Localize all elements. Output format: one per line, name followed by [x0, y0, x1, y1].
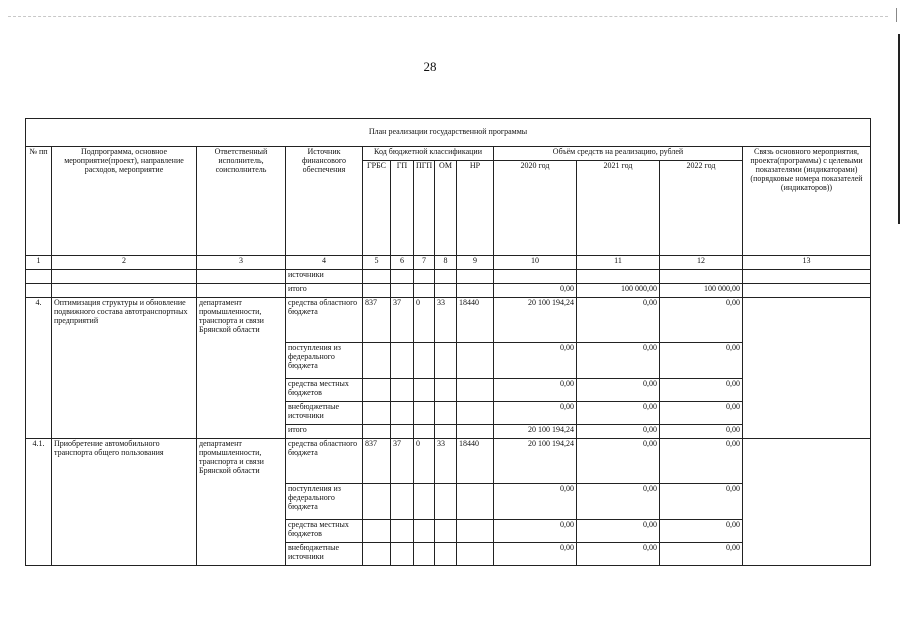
table-row: [26, 270, 871, 284]
pgp-cell: 0: [414, 439, 435, 484]
source-cell: источники: [286, 270, 363, 284]
grbs-cell: 837: [363, 298, 391, 343]
header-gp: ГП: [391, 161, 414, 256]
scan-artifact-right-edge: [898, 34, 900, 224]
header-budget-code: Код бюджетной классификации: [363, 147, 494, 161]
scan-artifact-tick: [896, 8, 897, 22]
amount-cell: 20 100 194,24: [494, 439, 577, 484]
amount-cell: 0,00: [660, 425, 743, 439]
amount-cell: 100 000,00: [660, 284, 743, 298]
pgp-cell: 0: [414, 298, 435, 343]
header-volume: Объём средств на реализацию, рублей: [494, 147, 743, 161]
header-link: Связь основного мероприятия, проекта(программы) с целевыми показателями (индикаторами) (порядковые номера показателей (индикаторов)): [743, 147, 871, 256]
amount-cell: 0,00: [660, 484, 743, 520]
link-cell: [743, 439, 871, 566]
np-cell: 18440: [457, 439, 494, 484]
table-title: План реализации государственной программы: [26, 119, 871, 147]
source-cell: средства местных бюджетов: [286, 520, 363, 543]
scan-artifact-top: [8, 16, 888, 18]
responsible-cell: департамент промышленности, транспорта и связи Брянской области: [197, 298, 286, 439]
header-2020: 2020 год: [494, 161, 577, 256]
gp-cell: 37: [391, 439, 414, 484]
amount-cell: 0,00: [577, 520, 660, 543]
amount-cell: 0,00: [577, 425, 660, 439]
row-number: 4.: [26, 298, 52, 439]
table-row: [26, 439, 871, 484]
page-number: 28: [423, 59, 437, 74]
amount-cell: 0,00: [660, 402, 743, 425]
amount-cell: 0,00: [577, 402, 660, 425]
source-cell: внебюджетные источники: [286, 543, 363, 566]
header-pgp: ПГП: [414, 161, 435, 256]
amount-cell: 0,00: [660, 520, 743, 543]
amount-cell: 0,00: [577, 484, 660, 520]
header-2021: 2021 год: [577, 161, 660, 256]
amount-cell: 100 000,00: [577, 284, 660, 298]
header-2022: 2022 год: [660, 161, 743, 256]
gp-cell: 37: [391, 298, 414, 343]
header-num: № пп: [26, 147, 52, 256]
amount-cell: 0,00: [660, 298, 743, 343]
amount-cell: 0,00: [494, 520, 577, 543]
row-number: 4.1.: [26, 439, 52, 566]
amount-cell: 0,00: [577, 439, 660, 484]
col-num: 11: [577, 256, 660, 270]
source-cell: средства областного бюджета: [286, 298, 363, 343]
col-num: 7: [414, 256, 435, 270]
col-num: 5: [363, 256, 391, 270]
om-cell: 33: [435, 439, 457, 484]
amount-cell: 0,00: [577, 379, 660, 402]
program-name: Оптимизация структуры и обновление подвижного состава автотранспортных предприятий: [52, 298, 197, 439]
grbs-cell: 837: [363, 439, 391, 484]
col-num: 13: [743, 256, 871, 270]
om-cell: 33: [435, 298, 457, 343]
amount-cell: 0,00: [494, 484, 577, 520]
np-cell: 18440: [457, 298, 494, 343]
amount-cell: 0,00: [660, 439, 743, 484]
table-row: [26, 298, 871, 343]
amount-cell: 0,00: [494, 402, 577, 425]
amount-cell: 20 100 194,24: [494, 425, 577, 439]
table-row: [26, 284, 871, 298]
col-num: 6: [391, 256, 414, 270]
header-program: Подпрограмма, основное мероприятие(проект), направление расходов, мероприятие: [52, 147, 197, 256]
source-cell: поступления из федерального бюджета: [286, 343, 363, 379]
source-cell: итого: [286, 425, 363, 439]
amount-cell: 0,00: [494, 543, 577, 566]
col-num: 4: [286, 256, 363, 270]
amount-cell: 0,00: [660, 343, 743, 379]
source-cell: средства местных бюджетов: [286, 379, 363, 402]
program-name: Приобретение автомобильного транспорта общего пользования: [52, 439, 197, 566]
amount-cell: 0,00: [577, 298, 660, 343]
column-numbers-row: [26, 256, 871, 270]
source-cell: итого: [286, 284, 363, 298]
source-cell: внебюджетные источники: [286, 402, 363, 425]
link-cell: [743, 298, 871, 439]
amount-cell: 0,00: [660, 379, 743, 402]
plan-table: [25, 118, 871, 566]
header-om: ОМ: [435, 161, 457, 256]
amount-cell: 0,00: [577, 343, 660, 379]
col-num: 3: [197, 256, 286, 270]
source-cell: поступления из федерального бюджета: [286, 484, 363, 520]
col-num: 2: [52, 256, 197, 270]
header-source: Источник финансового обеспечения: [286, 147, 363, 256]
source-cell: средства областного бюджета: [286, 439, 363, 484]
header-np: НР: [457, 161, 494, 256]
amount-cell: 0,00: [494, 343, 577, 379]
col-num: 12: [660, 256, 743, 270]
header-responsible: Ответственный исполнитель, соисполнитель: [197, 147, 286, 256]
header-grbs: ГРБС: [363, 161, 391, 256]
amount-cell: 0,00: [577, 543, 660, 566]
amount-cell: 0,00: [660, 543, 743, 566]
col-num: 9: [457, 256, 494, 270]
responsible-cell: департамент промышленности, транспорта и связи Брянской области: [197, 439, 286, 566]
col-num: 8: [435, 256, 457, 270]
col-num: 1: [26, 256, 52, 270]
col-num: 10: [494, 256, 577, 270]
amount-cell: 20 100 194,24: [494, 298, 577, 343]
amount-cell: 0,00: [494, 379, 577, 402]
amount-cell: 0,00: [494, 284, 577, 298]
